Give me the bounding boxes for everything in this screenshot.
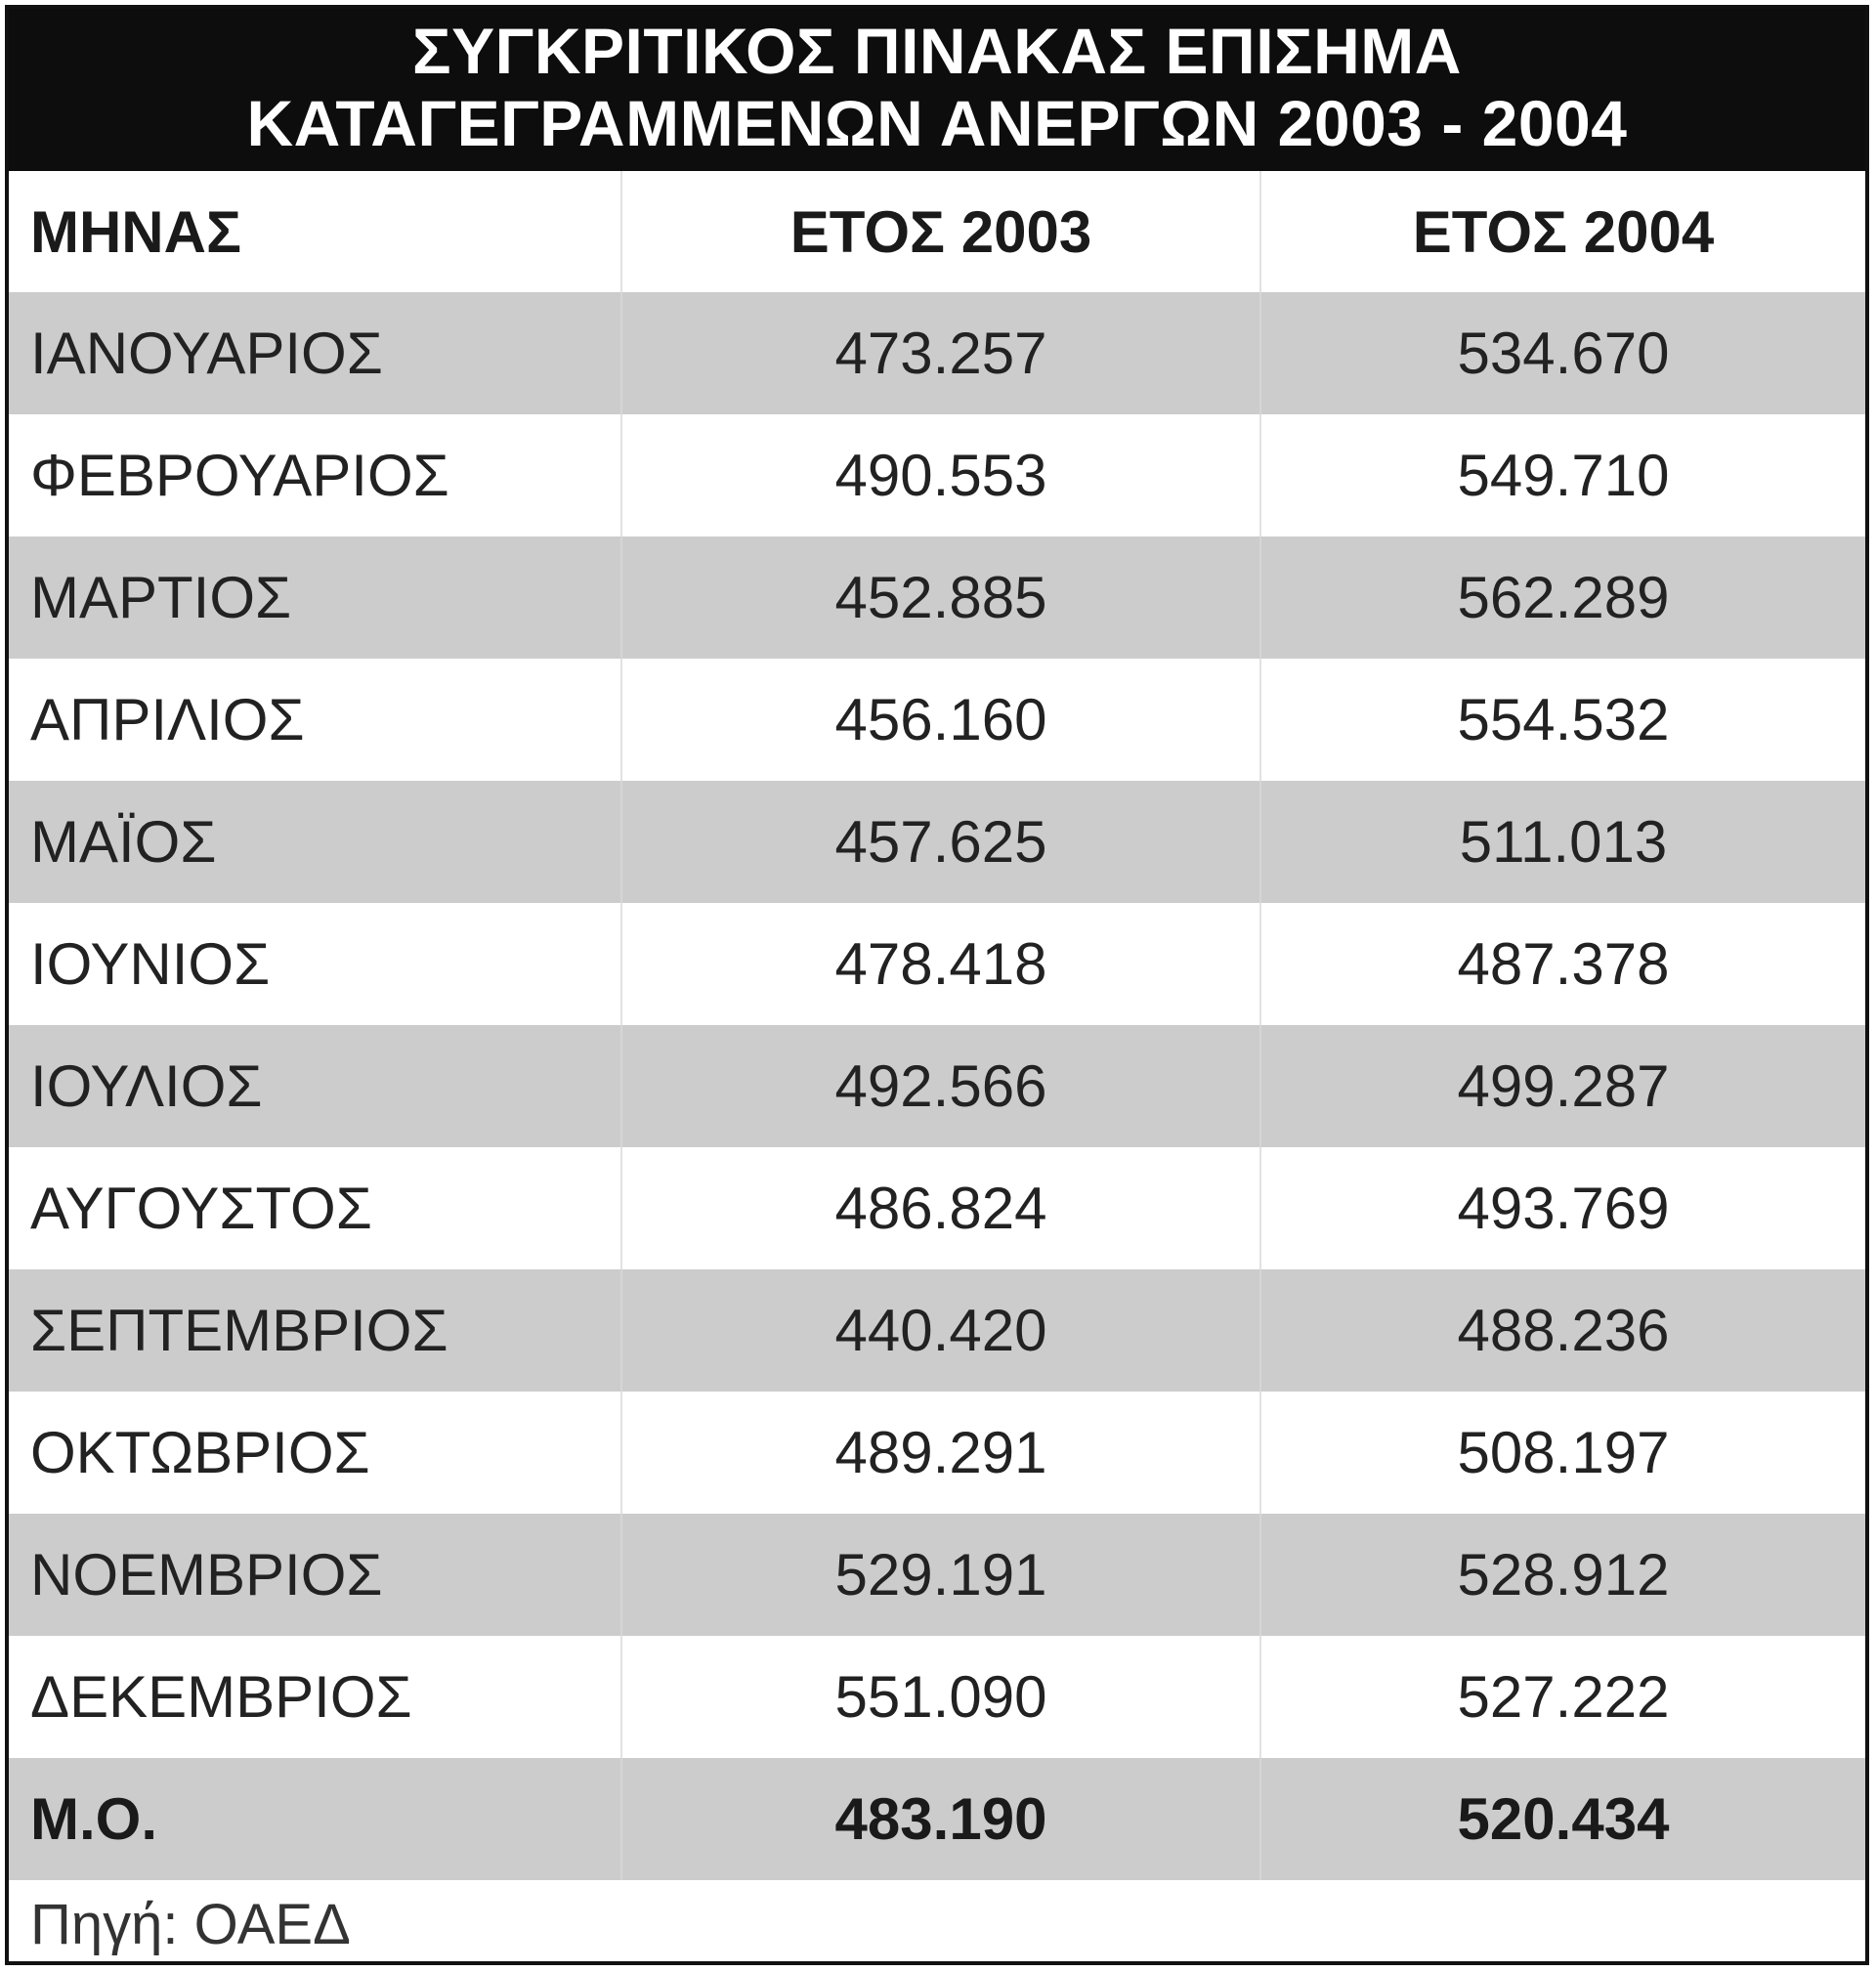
- value-2003-cell: 492.566: [622, 1025, 1261, 1147]
- value-2003-cell: 478.418: [622, 903, 1261, 1025]
- month-cell: ΣΕΠΤΕΜΒΡΙΟΣ: [9, 1269, 622, 1392]
- month-cell: ΙΑΝΟΥΑΡΙΟΣ: [9, 292, 622, 414]
- value-2003-cell: 490.553: [622, 414, 1261, 536]
- table-row: [9, 903, 1865, 1025]
- table-row: [9, 1025, 1865, 1147]
- value-2004-cell: 508.197: [1457, 1420, 1670, 1485]
- month-cell: ΜΑΪΟΣ: [9, 781, 622, 903]
- table-row: [9, 1269, 1865, 1392]
- value-2004-cell: 493.769: [1457, 1176, 1670, 1241]
- header-year-2004: ΕΤΟΣ 2004: [1412, 198, 1715, 265]
- value-2003-cell: 452.885: [622, 536, 1261, 659]
- table-title-line-2: ΚΑΤΑΓΕΓΡΑΜΜΕΝΩΝ ΑΝΕΡΓΩΝ 2003 - 2004: [246, 87, 1628, 159]
- value-2004-cell: 487.378: [1457, 931, 1670, 997]
- table-row: [9, 1147, 1865, 1269]
- value-2003-cell: 529.191: [622, 1514, 1261, 1636]
- average-2003: 483.190: [622, 1758, 1261, 1880]
- source-note: Πηγή: ΟΑΕΔ: [9, 1880, 1865, 1965]
- table-row: [9, 1514, 1865, 1636]
- value-2004-cell: 499.287: [1457, 1053, 1670, 1119]
- value-2004-cell: 549.710: [1457, 443, 1670, 508]
- value-2003-cell: 473.257: [622, 292, 1261, 414]
- table-row: [9, 1392, 1865, 1514]
- value-2004-cell: 528.912: [1457, 1542, 1670, 1608]
- value-2004-cell: 511.013: [1459, 809, 1668, 875]
- value-2003-cell: 489.291: [622, 1392, 1261, 1514]
- month-cell: ΝΟΕΜΒΡΙΟΣ: [9, 1514, 622, 1636]
- value-2003-cell: 551.090: [622, 1636, 1261, 1758]
- month-cell: ΑΠΡΙΛΙΟΣ: [9, 659, 622, 781]
- table-row: [9, 781, 1865, 903]
- month-cell: ΔΕΚΕΜΒΡΙΟΣ: [9, 1636, 622, 1758]
- value-2004-cell: 562.289: [1457, 565, 1670, 630]
- table-row: [9, 1636, 1865, 1758]
- value-2003-cell: 456.160: [622, 659, 1261, 781]
- header-year-2003: ΕΤΟΣ 2003: [622, 171, 1261, 292]
- month-cell: ΑΥΓΟΥΣΤΟΣ: [9, 1147, 622, 1269]
- month-cell: ΙΟΥΝΙΟΣ: [9, 903, 622, 1025]
- table-row: [9, 414, 1865, 536]
- month-cell: ΙΟΥΛΙΟΣ: [9, 1025, 622, 1147]
- value-2004-cell: 534.670: [1457, 321, 1670, 386]
- average-2004: 520.434: [1457, 1786, 1670, 1852]
- table-row: [9, 536, 1865, 659]
- month-cell: ΜΑΡΤΙΟΣ: [9, 536, 622, 659]
- average-label: Μ.Ο.: [9, 1758, 622, 1880]
- header-month: ΜΗΝΑΣ: [9, 171, 622, 292]
- month-cell: ΟΚΤΩΒΡΙΟΣ: [9, 1392, 622, 1514]
- value-2003-cell: 486.824: [622, 1147, 1261, 1269]
- table-row: [9, 659, 1865, 781]
- table-header-row: [9, 171, 1865, 292]
- table-row-average: [9, 1758, 1865, 1880]
- table-row: [9, 292, 1865, 414]
- value-2003-cell: 440.420: [622, 1269, 1261, 1392]
- table-title-line-1: ΣΥΓΚΡΙΤΙΚΟΣ ΠΙΝΑΚΑΣ ΕΠΙΣΗΜΑ: [412, 15, 1462, 87]
- value-2004-cell: 488.236: [1457, 1298, 1670, 1363]
- value-2003-cell: 457.625: [622, 781, 1261, 903]
- value-2004-cell: 554.532: [1457, 687, 1670, 752]
- unemployment-table: [5, 5, 1869, 1965]
- table-title: [9, 9, 1865, 171]
- table-body: [9, 292, 1865, 1758]
- value-2004-cell: 527.222: [1457, 1664, 1670, 1730]
- month-cell: ΦΕΒΡΟΥΑΡΙΟΣ: [9, 414, 622, 536]
